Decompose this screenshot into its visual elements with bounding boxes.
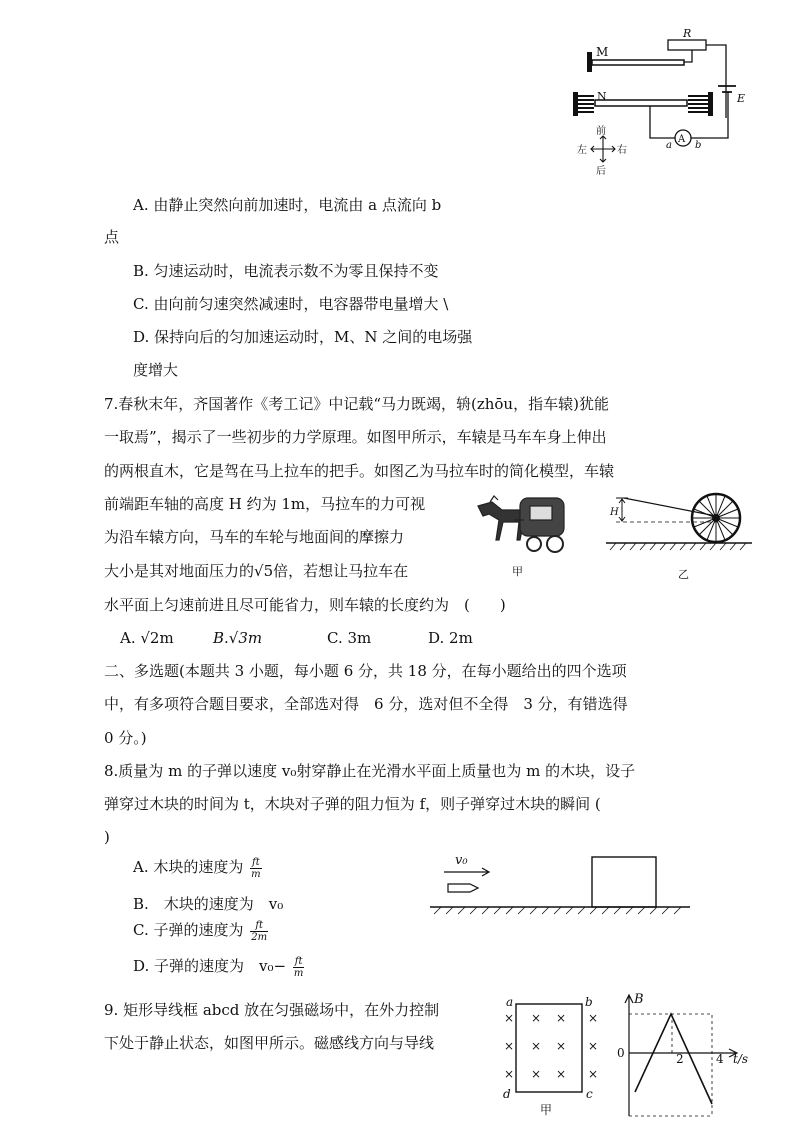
dir-back: 后 [596,166,606,177]
section2-line3: 0 分。) [104,729,147,747]
label-m: M [596,45,609,59]
graph-tick-2: 2 [676,1052,684,1066]
label-e: E [737,92,746,105]
section2-line2: 中，有多项符合题目要求，全部选对得 6 分，选对但不全得 3 分，有错选得 [104,695,628,713]
svg-text:×: × [588,1039,599,1053]
q8-line2: 弹穿过木块的时间为 t，木块对子弹的阻力恒为 f，则子弹穿过木块的瞬间 ( [104,795,601,813]
fig-yi-label: 乙 [678,568,689,581]
q8-option-d-text: D. 子弹的速度为 v₀− [133,957,287,975]
label-b-point: b [695,140,702,151]
svg-text:×: × [556,1011,567,1025]
fraction-numerator: ft [294,955,303,967]
fig-jia-label: 甲 [540,1103,553,1117]
svg-text:×: × [504,1067,515,1081]
q7-line5: 为沿车辕方向，马车的车轮与地面间的摩擦力 [104,528,405,546]
q6-option-a-line1: A. 由静止突然向前加速时，电流由 a 点流向 b [133,196,442,214]
q7-line6-post: 倍，若想让马拉车在 [273,562,409,580]
q6-option-d-line2: 度增大 [133,361,179,379]
q7-option-a: A. √2m [120,629,174,647]
graph-zero-label: 0 [617,1046,625,1060]
q7-line3: 的两根直木，它是驾在马上拉车的把手。如图乙为马拉车时的简化模型，车辕 [104,462,615,480]
graph-b-curve [635,1014,712,1104]
fig-label-c: c [586,1087,593,1101]
fig-v0-label: v₀ [455,853,468,868]
ammeter-label: A [678,134,686,145]
q6-option-d-line1: D. 保持向后的匀加速运动时，M、N 之间的电场强 [133,328,473,346]
dir-front: 前 [596,126,606,137]
svg-text:×: × [556,1067,567,1081]
dir-right: 右 [617,145,627,156]
q8-option-c-text: C. 子弹的速度为 [133,921,244,939]
q8-line3: ) [104,828,110,846]
wire-loop-abcd [516,1004,582,1092]
label-n: N [597,90,607,103]
label-r: R [683,27,692,40]
q6-option-a-line2: 点 [104,228,120,246]
q7-line6-pre: 大小是其对地面压力的 [104,562,255,580]
q7-line1: 7.春秋末年，齐国著作《考工记》中记载“马力既竭，辀(zhōu，指车辕)犹能 [104,395,609,413]
svg-text:×: × [504,1039,515,1053]
fig-label-b: b [585,995,593,1009]
fraction-denominator: m [251,868,261,880]
fig-label-d: d [503,1087,511,1101]
fig-jia-label: 甲 [512,565,523,578]
q7-option-d: D. 2m [428,629,473,647]
svg-text:×: × [531,1011,542,1025]
section2-line1: 二、多选题(本题共 3 小题，每小题 6 分，共 18 分，在每小题给出的四个选项 [104,662,627,680]
magnetic-field-crosses [504,1011,598,1081]
q8-line1: 8.质量为 m 的子弹以速度 v₀射穿静止在光滑水平面上质量也为 m 的木块，设子 [104,762,636,780]
q8-option-a-text: A. 木块的速度为 [133,858,244,876]
q7-line2: 一取焉”，揭示了一些初步的力学原理。如图甲所示，车辕是马车车身上伸出 [104,428,607,446]
svg-text:×: × [588,1067,599,1081]
svg-text:×: × [556,1039,567,1053]
q8-option-b: B. 木块的速度为 v₀ [133,895,284,913]
graph-tick-4: 4 [716,1052,724,1066]
q6-option-c: C. 由向前匀速突然减速时，电容器带电量增大 \ [133,295,449,313]
q7-option-c: C. 3m [327,629,372,647]
svg-text:×: × [531,1067,542,1081]
fraction-numerator: ft [250,920,268,932]
q9-line1: 9. 矩形导线框 abcd 放在匀强磁场中，在外力控制 [104,1001,440,1019]
svg-text:×: × [531,1039,542,1053]
fig-label-a: a [506,995,514,1009]
graph-t-label: t/s [733,1052,749,1066]
q7-option-b: B.√3m [213,629,263,647]
label-a-point: a [666,140,672,151]
q7-sqrt5: √5 [254,562,274,580]
fraction-numerator: ft [252,856,260,868]
fraction-denominator: 2m [251,931,268,943]
svg-text:×: × [504,1011,515,1025]
dir-left: 左 [577,145,587,156]
graph-y-axis [625,995,633,1116]
q7-line4: 前端距车轴的高度 H 约为 1m，马拉车的力可视 [104,495,426,513]
q9-line2: 下处于静止状态，如图甲所示。磁感线方向与导线 [104,1034,435,1052]
svg-text:×: × [588,1011,599,1025]
fig-h-label: H [610,507,619,518]
graph-dashed-guides [629,1014,712,1116]
fraction-denominator: m [293,967,304,979]
q6-option-b: B. 匀速运动时，电流表示数不为零且保持不变 [133,262,439,280]
graph-b-label: B [634,992,644,1007]
q7-line7: 水平面上匀速前进且尽可能省力，则车辕的长度约为 ( ) [104,596,506,614]
